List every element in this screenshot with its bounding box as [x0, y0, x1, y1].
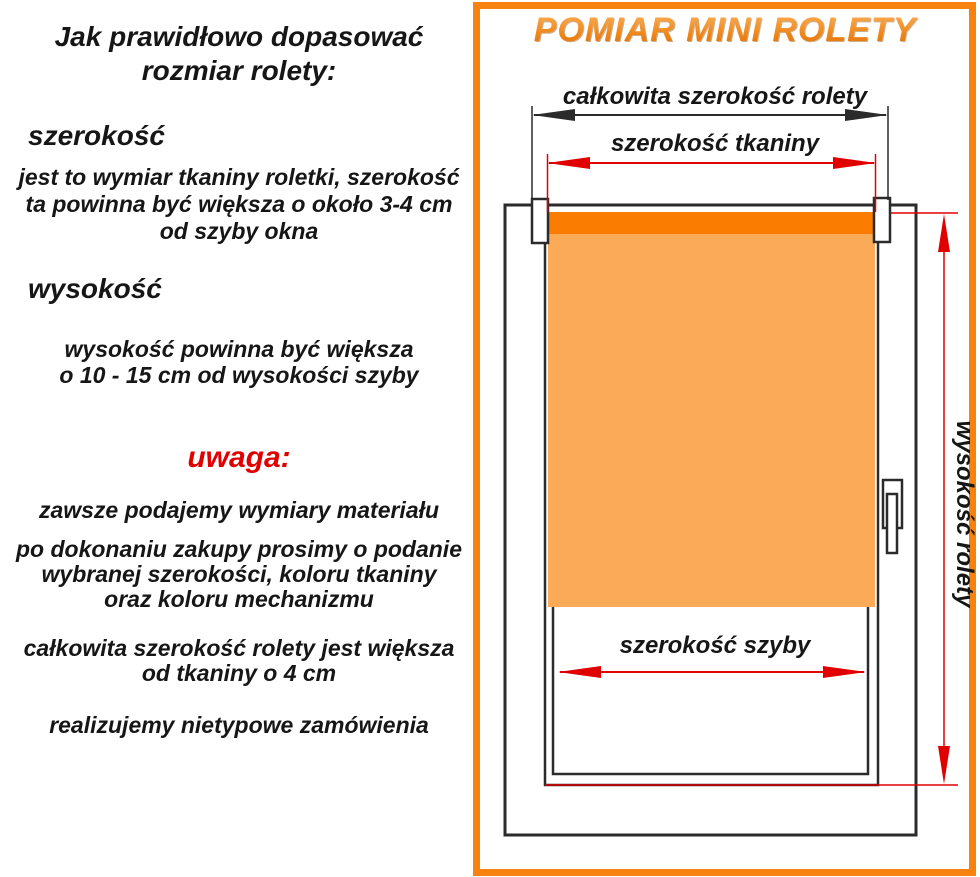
note-heading: uwaga:: [187, 441, 291, 474]
note-paragraph-custom-orders: realizujemy nietypowe zamówienia: [49, 712, 429, 738]
note-paragraph-total-width-line: całkowita szerokość rolety jest większa: [23, 635, 455, 661]
width-description-line: od szyby okna: [159, 218, 319, 244]
fabric-width-label: szerokość tkaniny: [610, 130, 820, 157]
roller-cassette: [548, 212, 875, 234]
note-paragraph-order-line: wybranej szerokości, koloru tkaniny: [41, 561, 437, 587]
height-heading: wysokość: [28, 273, 162, 304]
page-title-line: rozmiar rolety:: [141, 55, 337, 86]
height-description-line: o 10 - 15 cm od wysokości szyby: [59, 362, 419, 388]
page-title-line: Jak prawidłowo dopasować: [54, 21, 424, 52]
note-paragraph-total-width-line: od tkaniny o 4 cm: [141, 660, 337, 686]
width-description-line: jest to wymiar tkaniny roletki, szerokość: [18, 164, 460, 190]
mounting-bracket-right: [874, 198, 890, 242]
roller-fabric: [548, 234, 875, 607]
fabric-width-arrow: [547, 154, 876, 212]
panel-title: POMIAR MINI ROLETY: [480, 10, 970, 50]
blind-height-label: wysokość rolety: [951, 420, 978, 608]
note-paragraph-material: zawsze podajemy wymiary materiału: [38, 497, 440, 523]
note-paragraph-order-line: po dokonaniu zakupy prosimy o podanie: [16, 536, 462, 562]
total-width-label: całkowita szerokość rolety: [562, 83, 868, 110]
note-paragraph-order-line: oraz koloru mechanizmu: [104, 586, 374, 612]
width-heading: szerokość: [28, 120, 165, 151]
width-description-line: ta powinna być większa o około 3-4 cm: [25, 191, 453, 217]
height-description-line: wysokość powinna być większa: [64, 336, 414, 362]
glass-width-label: szerokość szyby: [619, 632, 811, 659]
mounting-bracket-left: [532, 199, 548, 243]
